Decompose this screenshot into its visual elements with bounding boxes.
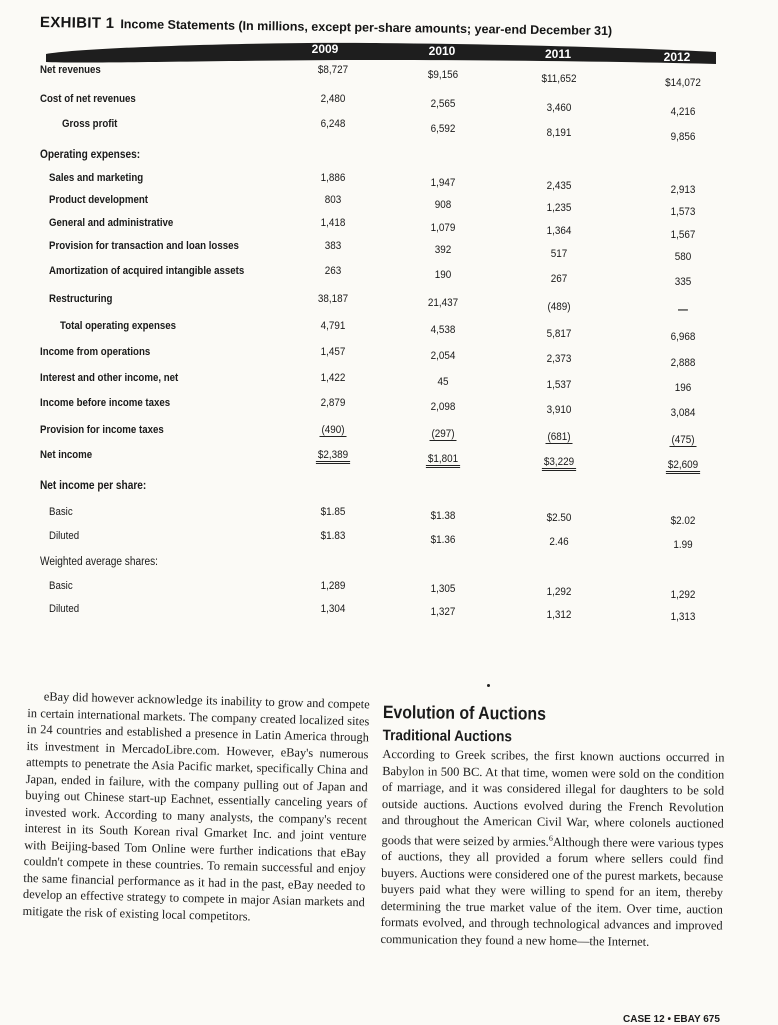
cell-value: 1,305 <box>430 583 456 596</box>
cell-2012 <box>647 331 719 343</box>
cell-2012 <box>647 539 719 551</box>
cell-value: 4,538 <box>430 324 456 337</box>
cell-value: 2,913 <box>670 184 696 197</box>
cell-2010 <box>407 376 479 388</box>
cell-2012 <box>647 357 719 369</box>
cell-value: 196 <box>674 382 692 395</box>
row-label: Gross profit <box>62 118 118 130</box>
cell-2010 <box>407 534 479 546</box>
table-row <box>0 580 778 601</box>
cell-value: 1,947 <box>430 176 456 189</box>
row-label: General and administrative <box>49 217 174 229</box>
cell-value: 1,364 <box>546 225 572 238</box>
cell-value: 6,592 <box>430 122 456 135</box>
cell-value: 1,418 <box>320 217 346 229</box>
cell-2009 <box>297 530 369 542</box>
cell-2011 <box>523 273 595 285</box>
cell-value: 1,312 <box>546 608 572 621</box>
table-row <box>0 172 778 197</box>
cell-value: 1.99 <box>673 539 693 552</box>
cell-value: 190 <box>434 269 452 282</box>
cell-value: 6,248 <box>320 118 346 130</box>
cell-value: $1.36 <box>430 533 456 546</box>
cell-2012 <box>647 251 719 263</box>
cell-2009 <box>297 320 369 332</box>
cell-value: 2,054 <box>430 350 456 363</box>
cell-value: (681) <box>547 430 571 443</box>
row-label: Basic <box>49 506 73 518</box>
right-paragraph <box>380 746 724 951</box>
cell-value: 908 <box>434 198 452 211</box>
cell-2010 <box>407 123 479 135</box>
cell-2010 <box>407 269 479 281</box>
year-2011: 2011 <box>544 47 572 61</box>
cell-value: 383 <box>324 240 342 252</box>
cell-value: $2,609 <box>666 459 700 474</box>
cell-2011 <box>523 404 595 416</box>
cell-2010 <box>407 222 479 234</box>
cell-2012 <box>647 459 719 471</box>
year-2012: 2012 <box>663 50 691 64</box>
cell-2009 <box>297 293 369 305</box>
footnote-ref: 6 <box>548 833 553 843</box>
cell-2011 <box>523 102 595 114</box>
table-row <box>0 372 778 395</box>
year-2010: 2010 <box>428 44 456 58</box>
left-column-text <box>22 688 370 927</box>
cell-value: 1,292 <box>670 588 696 601</box>
cell-value: 3,084 <box>670 407 696 420</box>
row-label: Basic <box>49 580 73 592</box>
cell-value: 1,235 <box>546 202 572 215</box>
table-row <box>0 397 778 420</box>
cell-2011 <box>523 301 595 313</box>
cell-2011 <box>523 609 595 621</box>
cell-value: 1,304 <box>320 603 346 615</box>
cell-2011 <box>523 202 595 214</box>
cell-2012 <box>647 407 719 419</box>
exhibit-label: EXHIBIT 1 <box>39 14 115 33</box>
cell-2010 <box>407 453 479 465</box>
cell-2010 <box>407 98 479 110</box>
table-row <box>0 449 778 471</box>
cell-2009 <box>297 240 369 252</box>
cell-2009 <box>297 346 369 358</box>
cell-value: $9,156 <box>427 69 459 81</box>
table-row <box>0 506 778 528</box>
cell-2012 <box>647 382 719 394</box>
row-label: Provision for transaction and loan losses <box>49 240 239 252</box>
row-label: Income before income taxes <box>40 397 171 409</box>
cell-value: 6,968 <box>670 330 696 343</box>
row-label: Net income <box>40 449 93 461</box>
row-label: Total operating expenses <box>60 320 177 332</box>
row-label: Cost of net revenues <box>40 93 136 105</box>
cell-2009 <box>297 372 369 384</box>
cell-2009 <box>297 265 369 277</box>
cell-2012 <box>647 229 719 241</box>
section-heading: Evolution of Auctions <box>382 702 547 724</box>
cell-value: $14,072 <box>665 77 701 89</box>
row-label: Income from operations <box>40 346 151 358</box>
cell-value: 335 <box>674 276 692 289</box>
cell-2009 <box>297 194 369 206</box>
row-label: Operating expenses: <box>40 149 141 161</box>
cell-2009 <box>297 506 369 518</box>
cell-value: (489) <box>547 300 571 313</box>
table-row <box>0 194 778 218</box>
cell-value: 1,292 <box>546 586 572 598</box>
table-row <box>0 217 778 241</box>
cell-value: 2,879 <box>320 397 346 409</box>
cell-2010 <box>407 606 479 618</box>
exhibit-caption: Income Statements (In millions, except per-share amounts; year-end December 31) <box>120 17 613 38</box>
cell-value: $2.02 <box>670 515 696 528</box>
cell-2009 <box>297 603 369 615</box>
cell-2011 <box>523 512 595 524</box>
cell-2011 <box>523 431 595 443</box>
cell-2011 <box>523 225 595 237</box>
cell-value: $8,727 <box>317 64 349 76</box>
row-label: Restructuring <box>49 293 113 305</box>
cell-value: 1,079 <box>430 221 456 234</box>
cell-2011 <box>523 353 595 365</box>
cell-2012 <box>647 589 719 601</box>
cell-value: 4,791 <box>320 320 346 332</box>
cell-2010 <box>407 428 479 440</box>
cell-2011 <box>523 180 595 192</box>
table-row <box>0 480 778 498</box>
cell-value: 1,313 <box>670 611 696 624</box>
stray-dot <box>487 684 490 687</box>
cell-value: 2,373 <box>546 353 572 366</box>
cell-value: 1,289 <box>320 580 346 592</box>
cell-value: 1,422 <box>320 372 346 384</box>
cell-2010 <box>407 583 479 595</box>
row-label: Net income per share: <box>40 480 147 492</box>
cell-value: 21,437 <box>427 297 459 310</box>
table-row <box>0 556 778 574</box>
cell-value: 2,888 <box>670 356 696 369</box>
cell-2012 <box>647 106 719 118</box>
row-label: Net revenues <box>40 64 101 76</box>
cell-2011 <box>523 456 595 468</box>
cell-2009 <box>297 93 369 105</box>
cell-2010 <box>407 199 479 211</box>
cell-value: 392 <box>434 244 452 257</box>
cell-2009 <box>297 217 369 229</box>
cell-value: 1,567 <box>670 228 696 241</box>
cell-2011 <box>523 536 595 548</box>
cell-2011 <box>523 379 595 391</box>
cell-2009 <box>297 397 369 409</box>
table-row <box>0 530 778 552</box>
cell-2010 <box>407 401 479 413</box>
cell-2009 <box>297 64 369 76</box>
cell-value: 2,565 <box>430 97 456 110</box>
section-subheading: Traditional Auctions <box>382 726 512 746</box>
cell-2011 <box>523 73 595 85</box>
year-2009: 2009 <box>311 42 339 56</box>
cell-value: 2,098 <box>430 400 456 413</box>
table-row <box>0 346 778 369</box>
cell-value: 1,573 <box>670 205 696 218</box>
cell-value: 2,480 <box>320 93 346 105</box>
cell-value: 38,187 <box>317 293 349 305</box>
right-paragraph-part2: Although there were various types of auctions, they all provided a forum where sellers could find buyers. Auctions were considered one of the purest markets, because buyers paid what they were willing to spend for an item, thereby determining the true market value of the item. Over time, auction formats evolved, and through technological advances and improved communication they found a new home—the Internet. <box>380 834 724 949</box>
left-paragraph: eBay did however acknowledge its inability to grow and compete in certain international markets. The company created localized sites in 24 countries and established a presence in Latin America through its investment in MercadoLibre.com. However, eBay's numerous attempts to penetrate the Asia Pacific market, specifically China and Japan, ended in failure, with the company pulling out of Japan and buying out Chinese start-up Eachnet, essentially canceling years of invested work. According to many analysts, the company's recent interest in its South Korean rival Gmarket Inc. and joint venture with Beijing-based Tom Online were further indications that eBay couldn't compete in these countries. To remain successful and enjoy the same financial performance as it had in the past, eBay needed to develop an effective strategy to compete in major Asian markets and mitigate the risk of existing local competitors. <box>22 689 370 924</box>
cell-2011 <box>523 248 595 260</box>
table-row <box>0 93 778 118</box>
cell-2012 <box>647 304 719 316</box>
row-label: Interest and other income, net <box>40 372 179 384</box>
cell-value: $1.85 <box>320 506 346 518</box>
cell-value: (297) <box>431 427 455 440</box>
cell-value: $1.38 <box>430 509 456 522</box>
cell-value: (475) <box>671 433 695 446</box>
cell-2010 <box>407 69 479 81</box>
table-row <box>0 149 778 167</box>
cell-2012 <box>647 434 719 446</box>
cell-2011 <box>523 328 595 340</box>
cell-2009 <box>297 580 369 592</box>
cell-value: (490) <box>321 424 345 436</box>
cell-value: 580 <box>674 251 692 264</box>
cell-2012 <box>647 131 719 143</box>
cell-value: 5,817 <box>546 327 572 340</box>
cell-value: 8,191 <box>546 126 572 139</box>
cell-value: 267 <box>550 272 568 285</box>
cell-value: 4,216 <box>670 105 696 118</box>
page-footer: CASE 12 • EBAY 675 <box>623 1014 720 1025</box>
cell-2010 <box>407 297 479 309</box>
cell-2012 <box>647 77 719 89</box>
row-label: Diluted <box>49 603 80 615</box>
cell-2010 <box>407 177 479 189</box>
cell-2009 <box>297 449 369 461</box>
cell-2012 <box>647 515 719 527</box>
right-column <box>380 702 725 951</box>
cell-2010 <box>407 510 479 522</box>
cell-value: 263 <box>324 265 342 277</box>
cell-value: $11,652 <box>541 73 577 85</box>
table-row <box>0 424 778 446</box>
cell-value: 803 <box>324 194 342 206</box>
table-row <box>0 293 778 317</box>
cell-2010 <box>407 324 479 336</box>
cell-value: 45 <box>437 376 449 388</box>
table-row <box>0 320 778 343</box>
cell-value: 3,460 <box>546 101 572 114</box>
row-label: Provision for income taxes <box>40 424 164 436</box>
cell-value: — <box>678 304 688 317</box>
cell-2009 <box>297 172 369 184</box>
cell-value: 1,537 <box>546 379 572 392</box>
cell-value: $1,801 <box>426 453 460 468</box>
cell-value: $1.83 <box>320 530 346 542</box>
row-label: Weighted average shares: <box>40 556 158 568</box>
cell-value: $2,389 <box>316 449 350 464</box>
cell-value: 1,886 <box>320 172 346 184</box>
cell-value: 9,856 <box>670 130 696 143</box>
cell-value: 1,457 <box>320 346 346 358</box>
cell-2009 <box>297 118 369 130</box>
row-label: Amortization of acquired intangible assets <box>49 265 245 277</box>
right-paragraph-part1: According to Greek scribes, the first known auctions occurred in Babylon in 500 BC. At that time, women were sold on the condition of marriage, and it was considered illegal for daughters to be sold outside auctions. Auctions evolved during the French Revolution and throughout the American Civil War, where colonels auctioned goods that were seized by armies. <box>381 746 725 849</box>
table-row <box>0 265 778 289</box>
cell-2010 <box>407 244 479 256</box>
cell-value: 2.46 <box>549 536 569 549</box>
cell-2010 <box>407 350 479 362</box>
table-row <box>0 603 778 624</box>
cell-value: 2,435 <box>546 180 572 193</box>
row-label: Sales and marketing <box>49 172 144 184</box>
cell-2011 <box>523 586 595 598</box>
cell-2009 <box>297 424 369 436</box>
table-row <box>0 118 778 143</box>
cell-2012 <box>647 276 719 288</box>
table-row <box>0 240 778 264</box>
cell-value: 3,910 <box>546 404 572 417</box>
cell-2012 <box>647 611 719 623</box>
row-label: Product development <box>49 194 148 206</box>
cell-value: $2.50 <box>546 512 572 525</box>
cell-2011 <box>523 127 595 139</box>
table-row <box>0 64 778 89</box>
row-label: Diluted <box>49 530 80 542</box>
cell-value: 1,327 <box>430 606 456 619</box>
cell-value: 517 <box>550 247 568 260</box>
cell-value: $3,229 <box>542 456 576 471</box>
